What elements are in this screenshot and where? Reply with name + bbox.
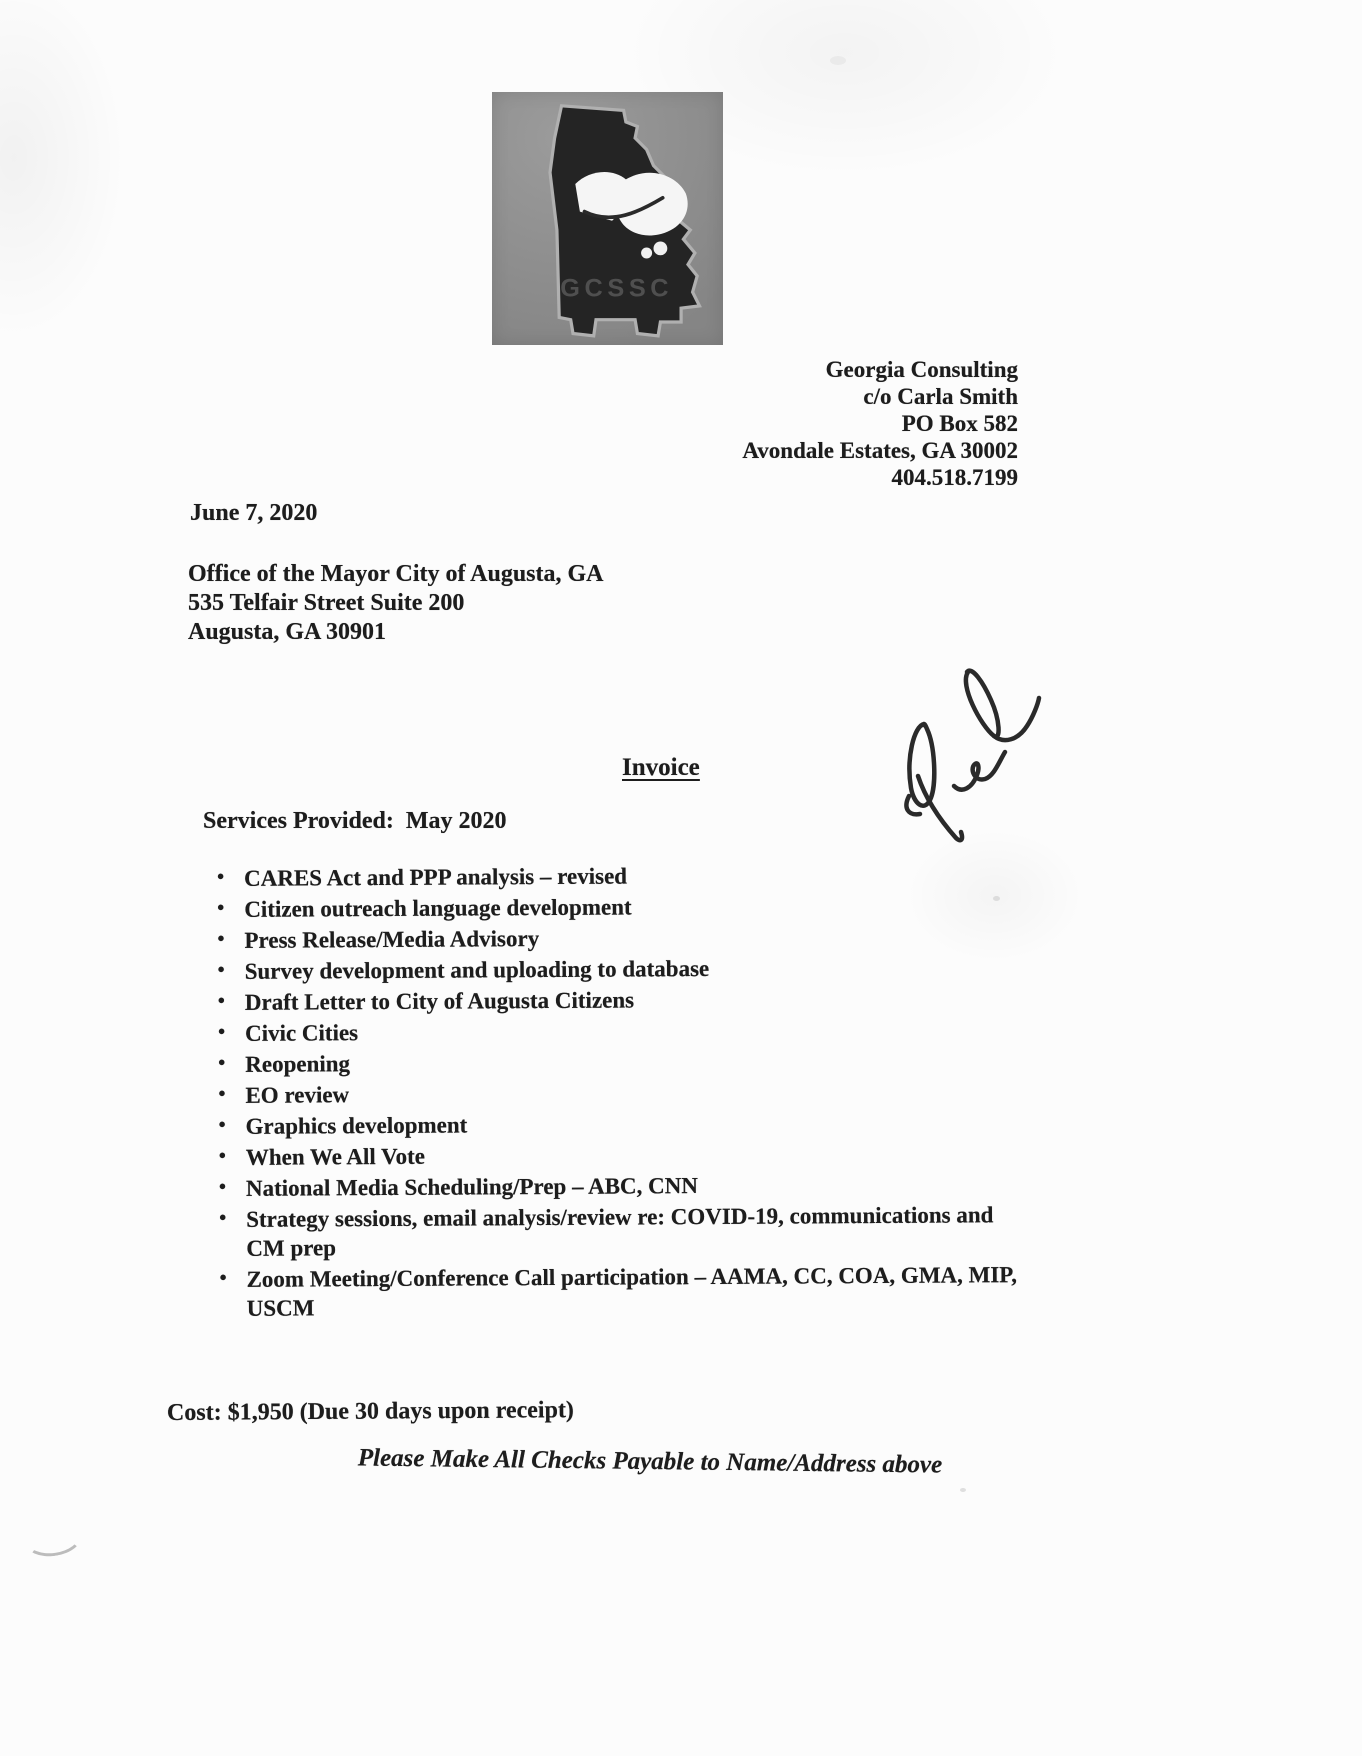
service-item: • Press Release/Media Advisory bbox=[217, 921, 1117, 955]
sender-po-box: PO Box 582 bbox=[901, 411, 1018, 436]
scan-speck bbox=[993, 896, 1000, 901]
logo-text: GCSSC bbox=[560, 274, 674, 303]
company-logo bbox=[492, 92, 723, 345]
scan-speck bbox=[830, 56, 846, 65]
service-item: • Strategy sessions, email analysis/review re: COVID-19, communications and CM prep bbox=[219, 1199, 1119, 1262]
services-heading: Services Provided: May 2020 bbox=[203, 808, 507, 834]
scan-speck bbox=[960, 1488, 966, 1492]
page-title: Invoice bbox=[622, 754, 700, 781]
service-item: • CARES Act and PPP analysis – revised bbox=[217, 859, 1117, 893]
service-item: • Draft Letter to City of Augusta Citizens bbox=[218, 982, 1118, 1016]
services-list bbox=[217, 859, 1120, 1325]
cost-line: Cost: $1,950 (Due 30 days upon receipt) bbox=[166, 1397, 574, 1426]
recipient-street: 535 Telfair Street Suite 200 bbox=[188, 590, 465, 616]
service-item: • Zoom Meeting/Conference Call participation – AAMA, CC, COA, GMA, MIP, USCM bbox=[219, 1259, 1119, 1322]
service-item: • Civic Cities bbox=[218, 1013, 1118, 1047]
service-item: • When We All Vote bbox=[219, 1137, 1119, 1171]
sender-city-state-zip: Avondale Estates, GA 30002 bbox=[742, 438, 1018, 463]
paid-stamp bbox=[848, 628, 1098, 878]
georgia-state-icon bbox=[492, 92, 723, 345]
service-item: • Reopening bbox=[218, 1044, 1118, 1078]
service-item: • Graphics development bbox=[219, 1106, 1119, 1140]
recipient-name: Office of the Mayor City of Augusta, GA bbox=[188, 561, 604, 587]
service-item: • Survey development and uploading to database bbox=[218, 952, 1118, 986]
sender-care-of: c/o Carla Smith bbox=[863, 384, 1018, 409]
sender-company: Georgia Consulting bbox=[825, 357, 1018, 382]
sender-phone: 404.518.7199 bbox=[891, 465, 1018, 490]
paid-handwriting-icon bbox=[848, 628, 1098, 878]
recipient-address-block bbox=[188, 560, 604, 647]
service-item: • EO review bbox=[218, 1075, 1118, 1109]
service-item: • Citizen outreach language development bbox=[217, 890, 1117, 924]
invoice-date: June 7, 2020 bbox=[190, 500, 318, 526]
scan-artifact-crescent bbox=[22, 1516, 84, 1560]
recipient-city-state-zip: Augusta, GA 30901 bbox=[188, 619, 387, 645]
payable-note: Please Make All Checks Payable to Name/Address above bbox=[357, 1444, 943, 1479]
sender-address-block bbox=[742, 356, 1018, 491]
service-item: • National Media Scheduling/Prep – ABC, CNN bbox=[219, 1168, 1119, 1202]
